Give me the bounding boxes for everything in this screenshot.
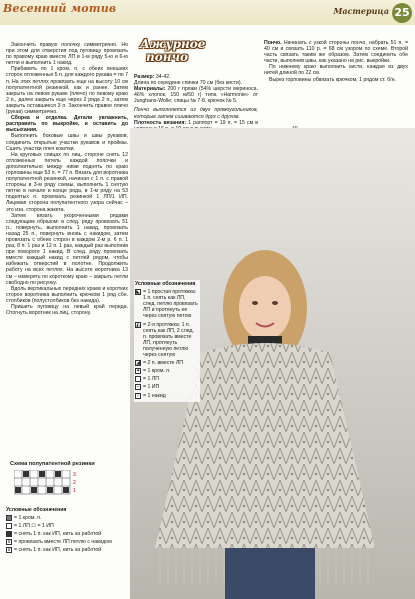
paragraph: На круговых спицах по лиц. стороне снять 12 отложенных петель каждой полочки и дополнительно между ними поднять по краю горловины еще 53 п. = 77 п. Вязать для воротника полупатентной резинкой, начиная с 1 п. с правой стороны в 3-м ряду схемы, выполнить 1 снятую петлю в начале и конце ряда, в 1-м ряду на 53 поднятых п. провязать резинкой 1 ЛП/1 ИП. Лицевая сторона полупатентного узора сейчас – это изн. сторона жакета. bbox=[6, 151, 128, 213]
edge-stitch-symbol bbox=[6, 515, 12, 521]
purl-symbol: – bbox=[136, 384, 140, 391]
k2tog-symbol: ◢ bbox=[136, 360, 140, 367]
legend-item: = снять 1 п. как ИП, нить за работой bbox=[6, 531, 128, 537]
middle-column: Размер: 34-42. Длина по середине спинки 70 см (без кисти). Материалы: 200 г пряжи (54% шерсти мериноса, 46% хлопок, 150 м/50 г) типа «Harmonie» от Junghans-Wolle; спицы № 7-8, крючок № 5. Пончо выполняется из двух прямоугольников, которые затем сшиваются друг с другом. Плотность вязания: 1 раппорт = 19 п. = 15 см в bbox=[134, 74, 258, 126]
legend-item: ∨ = снять 1 п. как ИП, нить за работой bbox=[7, 547, 102, 554]
knit-together-symbol: ∧ bbox=[7, 539, 11, 546]
slip-symbol bbox=[6, 531, 12, 537]
legend-item: ○ = 1 накид bbox=[136, 392, 166, 399]
slip-purl-symbol: ∨ bbox=[7, 547, 11, 554]
paragraph: Пришить пуговицу на левый край переда. Отогнуть воротник на лиц. сторону. bbox=[6, 304, 128, 317]
legend-item: – = 1 ИП bbox=[136, 384, 160, 391]
rib-row-number: 1 bbox=[73, 488, 76, 494]
right-column: Пончо. Начинать с узкой стороны пончо, набрать 51 п. = 40 см и связать 110 р. = 68 см узором по схеме. Второй часть связать таким же образом. Затем соединить обе части, выполнив швы, как указано на рис. выкройки. По нижнему краю выполнить кисти, каждая из двух нитей длиной по 22 см. Вырез горловины обвязать крючком, 1 рядом ст. б/н. bbox=[264, 40, 408, 83]
magazine-name: Мастерица bbox=[333, 6, 389, 16]
yarn-over-symbol: ○ bbox=[136, 392, 140, 399]
legend-title: Условные обозначения bbox=[135, 281, 196, 287]
paragraph: Прибавить по 1 кром. п. с обеих внешних сторон отложенных 5 п. для каждого рукава = по 7 п. На этих петлях провязать еще на высоту 10 см полупатентной резинкой, как и ранее. Затем закрыть на левом рукаве (плечо) по левому краю 2 п., далее закрыть еще через 2 ряда 2 п., затем закрыть оставшиеся 3 п. Закончить правое плечо (рукав) симметрично. bbox=[6, 66, 128, 116]
legend-item: ◢ = 2 п. вместе ЛП bbox=[136, 360, 184, 367]
double-pass-symbol: ◭ bbox=[136, 321, 140, 328]
legend-item: ∧ = провязать вместе ЛП петлю с накидом bbox=[7, 539, 112, 546]
legend-title: Условные обозначения bbox=[6, 507, 67, 513]
left-column bbox=[6, 42, 128, 316]
section-title: Весенний мотив bbox=[3, 2, 117, 15]
left-legend bbox=[6, 507, 128, 556]
rib-row-number: 2 bbox=[73, 480, 76, 486]
legend-item: = 1 ЛП bbox=[135, 376, 199, 382]
legend-item: ◣ = 1 простая протяжка: 1 п. снять как ЛП, след. петлю провязать ЛП и протянуть ее через снятую петлю bbox=[136, 289, 198, 320]
edge-stitch-symbol: ✦ bbox=[136, 368, 141, 375]
legend-item: = 1 кром. п. bbox=[6, 515, 128, 521]
article-title: Ажурное пончо bbox=[140, 37, 206, 64]
paragraph: Закончить правую полочку симметрично. Но при этом для отверстия под пуговицу провязать по правому краю вместе ЛП в 1-м ряду 5-ю и 6-ю петли и выполнить 1 накид. bbox=[6, 42, 128, 67]
knit-symbol bbox=[135, 376, 141, 382]
legend-item: = 1 ЛП ☐ = 1 ИП bbox=[6, 523, 128, 529]
legend-item: ✦ = 1 кром. п. bbox=[136, 368, 171, 375]
knit-symbol bbox=[6, 523, 12, 529]
page-header bbox=[0, 0, 415, 25]
paragraph: Вдоль вертикальных передних краев и коротких сторон воротника выполнить крючком 1 ряд сбн. столбиков (полустолбиков без накида). bbox=[6, 285, 128, 304]
rib-scheme-title: Схема полупатентной резинки bbox=[10, 461, 95, 467]
rib-row-number: 3 bbox=[73, 472, 76, 478]
middle-legend bbox=[134, 280, 200, 402]
legend-item: ◭ = 2-я протяжка: 1 п. снять как ЛП, 2 след. п. провязать вместе ЛП, протянуть полученную петлю через снятую bbox=[136, 321, 194, 359]
paragraph: Выполнить боковые швы и швы рукавов, соединить открытые участки рукавов и проймы. Сшить участки плеч кокетки. bbox=[6, 133, 128, 152]
rib-scheme-chart bbox=[14, 470, 84, 500]
simple-pass-symbol: ◣ bbox=[136, 289, 140, 296]
page-number-badge: 25 bbox=[392, 3, 412, 23]
paragraph: Сборка и отделка. Детали увлажнить, расправить по выкройке, и оставить до высыхания. bbox=[6, 115, 128, 134]
paragraph: Затем вязать укороченными рядами следующим образом: в след. ряду провязать 51 п., повернуть, выполнить 1 накид, провязать назад 25 п., повернуть вновь с накидом, затем провязать с обеих сторон в каждом 2-м р. 6 п. 1 раз, 8 п. 1 раз и 12 п. 1 раз, каждый раз выполнив при повороте 1 накид. В след. ряду провязать вместе каждый накид с петлей рядом, чтобы избежать отверстий в полотне. Продолжить работу на всех петлях. На высоте воротника 13 см – измерять по короткому краю – закрыть петли свободно по рисунку. bbox=[6, 212, 128, 286]
